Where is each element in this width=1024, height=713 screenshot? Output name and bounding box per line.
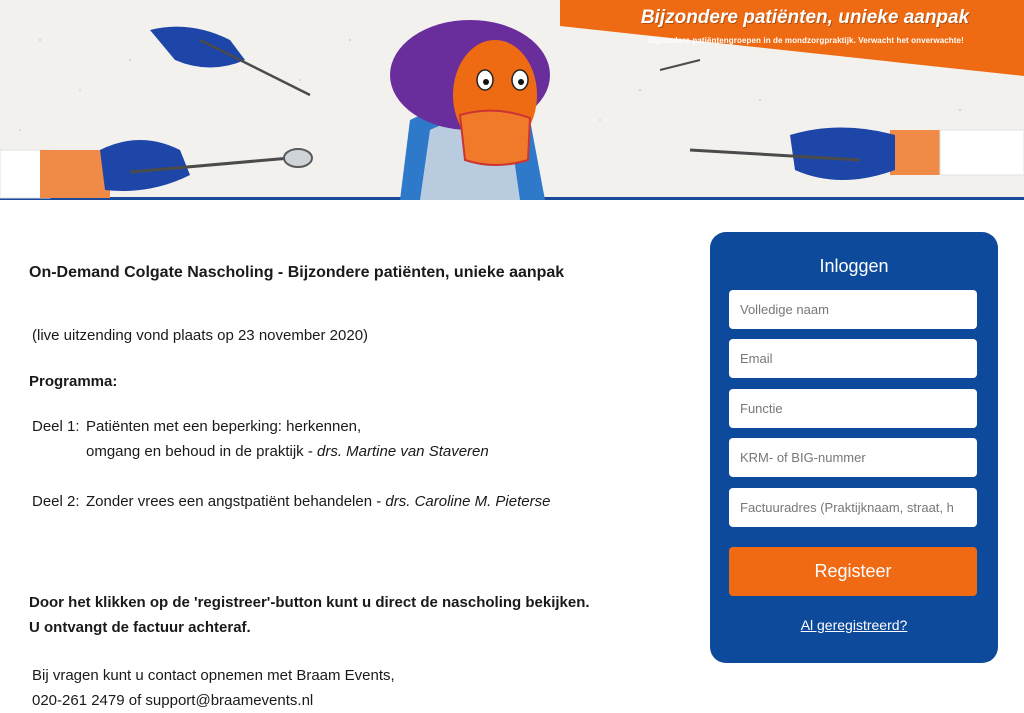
- part-speaker: drs. Caroline M. Pieterse: [385, 493, 551, 510]
- login-card: [710, 232, 998, 663]
- program-part-2: [32, 489, 550, 514]
- live-broadcast-note: (live uitzending vond plaats op 23 november 2020): [32, 327, 369, 344]
- full-name-input[interactable]: [729, 290, 977, 329]
- part-number: Deel 1:: [32, 418, 80, 435]
- email-input[interactable]: [729, 339, 977, 378]
- registration-note-line-2: U ontvangt de factuur achteraf.: [29, 619, 251, 636]
- function-input[interactable]: [729, 389, 977, 428]
- program-part-1: [32, 414, 489, 464]
- already-registered-link[interactable]: Al geregistreerd?: [800, 617, 908, 633]
- part-topic-continued: omgang en behoud in de praktijk -: [86, 443, 317, 460]
- registration-number-input[interactable]: [729, 438, 977, 477]
- course-title: On-Demand Colgate Nascholing - Bijzondere patiënten, unieke aanpak: [29, 264, 565, 281]
- registration-note-line-1: Door het klikken op de 'registreer'-button kunt u direct de nascholing bekijken.: [29, 594, 590, 611]
- registration-note: [29, 590, 590, 640]
- contact-line-1: Bij vragen kunt u contact opnemen met Braam Events,: [32, 667, 395, 684]
- banner-title: Bijzondere patiënten, unieke aanpak: [640, 7, 970, 28]
- part-topic: Zonder vrees een angstpatiënt behandelen -: [86, 493, 386, 510]
- dental-illustration: [0, 0, 1024, 200]
- program-heading: Programma:: [29, 373, 118, 390]
- invoice-address-input[interactable]: [729, 488, 977, 527]
- part-number: Deel 2:: [32, 493, 80, 510]
- login-title: Inloggen: [819, 256, 889, 276]
- part-speaker: drs. Martine van Staveren: [316, 443, 489, 460]
- part-topic: Patiënten met een beperking: herkennen,: [86, 418, 362, 435]
- banner-subtitle: Bijzondere patiëntengroepen in de mondzorgpraktijk. Verwacht het onverwachte!: [648, 36, 964, 45]
- contact-line-2: 020-261 2479 of support@braamevents.nl: [32, 692, 314, 709]
- header-banner: [0, 0, 1024, 200]
- register-button[interactable]: Registeer: [729, 547, 977, 596]
- contact-info: [32, 663, 395, 713]
